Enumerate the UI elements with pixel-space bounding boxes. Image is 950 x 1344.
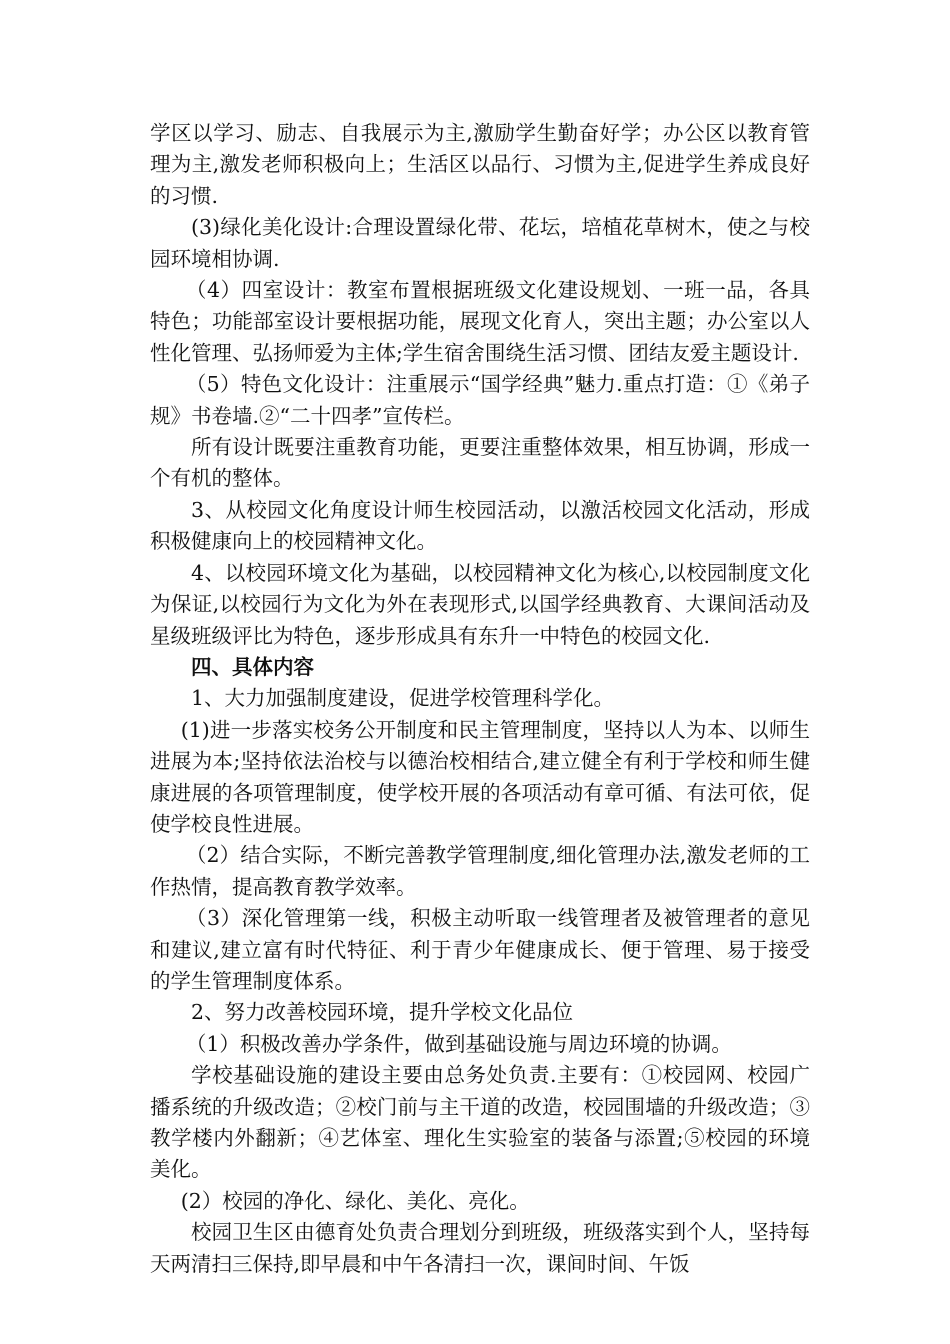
paragraph: 所有设计既要注重教育功能，更要注重整体效果，相互协调，形成一个有机的整体。: [150, 435, 810, 491]
paragraph: 学区以学习、励志、自我展示为主,激励学生勤奋好学；办公区以教育管理为主,激发老师积极向上；生活区以品行、习惯为主,促进学生养成良好的习惯.: [150, 121, 810, 208]
paragraph: 校园卫生区由德育处负责合理划分到班级，班级落实到个人，坚持每天两清扫三保持,即早晨和中午各清扫一次，课间时间、午饭: [150, 1220, 810, 1276]
paragraph: 1、大力加强制度建设，促进学校管理科学化。: [191, 686, 615, 711]
paragraph: (2）校园的净化、绿化、美化、亮化。: [180, 1188, 530, 1213]
paragraph: （1）积极改善办学条件，做到基础设施与周边环境的协调。: [185, 1031, 732, 1056]
paragraph: 3、从校园文化角度设计师生校园活动，以激活校园文化活动，形成积极健康向上的校园精神文化。: [150, 497, 810, 554]
paragraph: 2、努力改善校园环境，提升学校文化品位: [191, 1000, 574, 1025]
paragraph: （2）结合实际，不断完善教学管理制度,细化管理办法,激发老师的工作热情，提高教育教学效率。: [150, 843, 810, 899]
paragraph: （5）特色文化设计：注重展示“国学经典”魅力.重点打造：①《弟子规》书卷墙.②“二十四孝”宣传栏。: [150, 372, 810, 428]
document-body: [150, 118, 810, 1280]
paragraph: 4、以校园环境文化为基础，以校园精神文化为核心,以校园制度文化为保证,以校园行为文化为外在表现形式,以国学经典教育、大课间活动及星级班级评比为特色，逐步形成具有东升一中特色的校园文化.: [150, 560, 810, 648]
paragraph: （4）四室设计：教室布置根据班级文化建设规划、一班一品，各具特色；功能部室设计要根据功能，展现文化育人，突出主题；办公室以人性化管理、弘扬师爱为主体;学生宿舍围绕生活习惯、团结友爱主题设计.: [150, 278, 810, 365]
section-heading: 四、具体内容: [191, 654, 314, 679]
paragraph: (3)绿化美化设计:合理设置绿化带、花坛，培植花草树木，使之与校园环境相协调.: [150, 215, 810, 271]
paragraph: （3）深化管理第一线，积极主动听取一线管理者及被管理者的意见和建议,建立富有时代特征、利于青少年健康成长、便于管理、易于接受的学生管理制度体系。: [150, 906, 810, 993]
paragraph: 学校基础设施的建设主要由总务处负责.主要有：①校园网、校园广播系统的升级改造；②校门前与主干道的改造，校园围墙的升级改造；③教学楼内外翻新；④艺体室、理化生实验室的装备与添置;⑤校园的环境美化。: [150, 1063, 810, 1182]
paragraph: (1)进一步落实校务公开制度和民主管理制度，坚持以人为本、以师生进展为本;坚持依法治校与以德治校相结合,建立健全有利于学校和师生健康进展的各项管理制度，使学校开展的各项活动有章可循、有法可依，促使学校良性进展。: [150, 717, 810, 836]
